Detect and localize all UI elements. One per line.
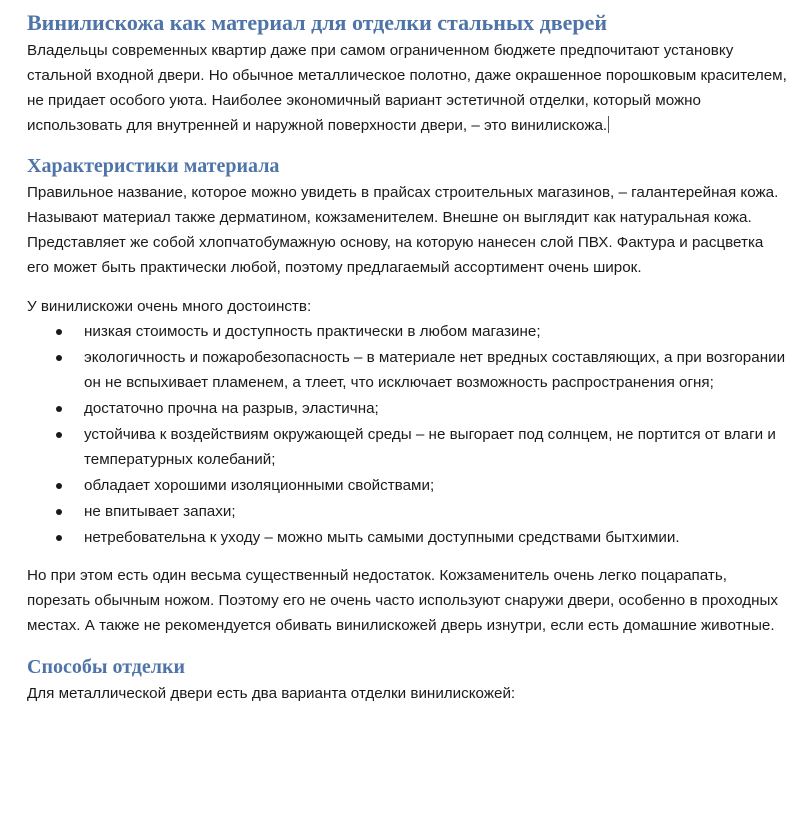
characteristics-paragraph: Правильное название, которое можно увидеть в прайсах строительных магазинов, – галантерейная кожа. Называют материал также дерматином, кожзаменителем. Внешне он выглядит как натуральная кожа. Представляет же собой хлопчатобумажную основу, на которую нанесен слой ПВХ. Фактура и расцветка его может быть практически любой, поэтому предлагаемый ассортимент очень широк. [27, 184, 779, 276]
section-heading-characteristics: Характеристики материала [27, 155, 280, 177]
document-page [27, 0, 787, 706]
intro-paragraph[interactable] [27, 38, 787, 138]
list-item [27, 473, 787, 498]
section-heading-finishing-methods: Способы отделки [27, 656, 186, 678]
list-item-text: не впитывает запахи; [84, 503, 236, 520]
bullet-icon [56, 483, 62, 489]
list-item [27, 499, 787, 524]
list-item-text: устойчива к воздействиям окружающей среды – не выгорает под солнцем, не портится от влаги и температурных колебаний; [84, 426, 776, 468]
list-item-text: низкая стоимость и доступность практически в любом магазине; [84, 323, 541, 340]
list-item [27, 319, 787, 344]
article-title: Винилискожа как материал для отделки стальных дверей [27, 10, 608, 35]
bullet-icon [56, 509, 62, 515]
text-cursor [608, 116, 609, 133]
list-item [27, 396, 787, 421]
list-item [27, 345, 787, 395]
bullet-icon [56, 329, 62, 335]
list-item-text: нетребовательна к уходу – можно мыть самыми доступными средствами бытхимии. [84, 529, 680, 546]
list-item-text: достаточно прочна на разрыв, эластична; [84, 400, 379, 417]
bullet-icon [56, 535, 62, 541]
drawback-paragraph: Но при этом есть один весьма существенный недостаток. Кожзаменитель очень легко поцарапать, порезать обычным ножом. Поэтому его не очень часто используют снаружи двери, особенно в проходных местах. А также не рекомендуется обивать винилискожей дверь изнутри, если есть домашние животные. [27, 567, 778, 634]
list-item-text: экологичность и пожаробезопасность – в материале нет вредных составляющих, а при возгорании он не вспыхивает пламенем, а тлеет, что исключает возможность распространения огня; [84, 349, 786, 391]
list-item [27, 422, 787, 472]
finishing-methods-paragraph: Для металлической двери есть два варианта отделки винилискожей: [27, 685, 516, 702]
list-item [27, 525, 787, 550]
bullet-icon [56, 355, 62, 361]
list-item-text: обладает хорошими изоляционными свойствами; [84, 477, 435, 494]
intro-text: Владельцы современных квартир даже при самом ограниченном бюджете предпочитают установку стальной входной двери. Но обычное металлическое полотно, даже окрашенное порошковым красителем, не придает особого уюта. Наиболее экономичный вариант эстетичной отделки, который можно использовать для внутренней и наружной поверхности двери, – это винилискожа. [27, 42, 787, 134]
advantages-list [27, 319, 787, 550]
bullet-icon [56, 432, 62, 438]
bullet-icon [56, 406, 62, 412]
advantages-intro: У винилискожи очень много достоинств: [27, 298, 312, 315]
